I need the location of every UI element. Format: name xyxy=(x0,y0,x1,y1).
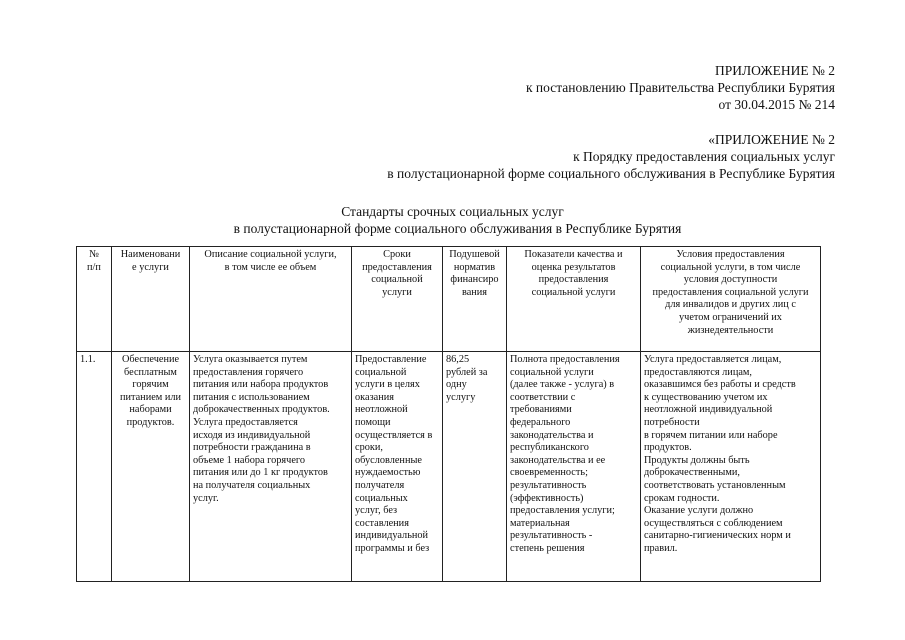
cell-funding: 86,25 рублей за одну услугу xyxy=(443,352,507,582)
cell-description: Услуга оказывается путем предоставления горячего питания или набора продуктов питания с использованием доброкачественных продуктов. Услуга предоставляется исходя из индивидуальной потребности гражданина в объеме 1 набора горячего питания или до 1 кг продуктов на получателя социальных услуг. xyxy=(190,352,352,582)
header-cell-conditions: Условия предоставления социальной услуги, в том числе условия доступности предоставления социальной услуги для инвалидов и других лиц с учетом ограничений их жизнедеятельности xyxy=(641,247,821,352)
header-cell-terms: Сроки предоставления социальной услуги xyxy=(352,247,443,352)
table-header-row xyxy=(77,247,821,352)
standards-table xyxy=(76,246,821,582)
appendix-header xyxy=(526,62,835,113)
order-appendix-header xyxy=(387,131,835,182)
table-row xyxy=(77,352,821,582)
cell-number: 1.1. xyxy=(77,352,112,582)
appendix-decree: к постановлению Правительства Республики Бурятия xyxy=(526,80,835,95)
document-title xyxy=(0,203,905,237)
appendix-number: ПРИЛОЖЕНИЕ № 2 xyxy=(714,63,835,78)
header-cell-service-name: Наименовани е услуги xyxy=(112,247,190,352)
header-cell-number: № п/п xyxy=(77,247,112,352)
cell-service-name: Обеспечение бесплатным горячим питанием или наборами продуктов. xyxy=(112,352,190,582)
cell-quality: Полнота предоставления социальной услуги (далее также - услуга) в соответствии с требованиями федерального законодательства и республиканского законодательства и ее своевременность; результативность (эффективность) предоставления услуги; материальная результативность - степень решения xyxy=(507,352,641,582)
cell-conditions: Услуга предоставляется лицам, предоставляются лицам, оказавшимся без работы и средств к существованию учетом их неотложной индивидуальной потребности в горячем питании или наборе продуктов. Продукты должны быть доброкачественными, соответствовать установленным срокам годности. Оказание услуги должно осуществляться с соблюдением санитарно-гигиенических норм и правил. xyxy=(641,352,821,582)
header-cell-quality: Показатели качества и оценка результатов предоставления социальной услуги xyxy=(507,247,641,352)
header-cell-funding: Подушевой норматив финансиро вания xyxy=(443,247,507,352)
header-cell-description: Описание социальной услуги, в том числе ее объем xyxy=(190,247,352,352)
document-title-line2: в полустационарной форме социального обслуживания в Республике Бурятия xyxy=(233,221,682,236)
appendix-date: от 30.04.2015 № 214 xyxy=(718,97,835,112)
order-appendix-subtitle: в полустационарной форме социального обслуживания в Республике Бурятия xyxy=(387,166,835,181)
cell-terms: Предоставление социальной услуги в целях оказания неотложной помощи осуществляется в сроки, обусловленные нуждаемостью получателя социальных услуг, без составления индивидуальной программы и без xyxy=(352,352,443,582)
order-appendix-title: к Порядку предоставления социальных услуг xyxy=(573,149,835,164)
order-appendix-number: «ПРИЛОЖЕНИЕ № 2 xyxy=(708,132,835,147)
document-title-line1: Стандарты срочных социальных услуг xyxy=(341,204,564,219)
